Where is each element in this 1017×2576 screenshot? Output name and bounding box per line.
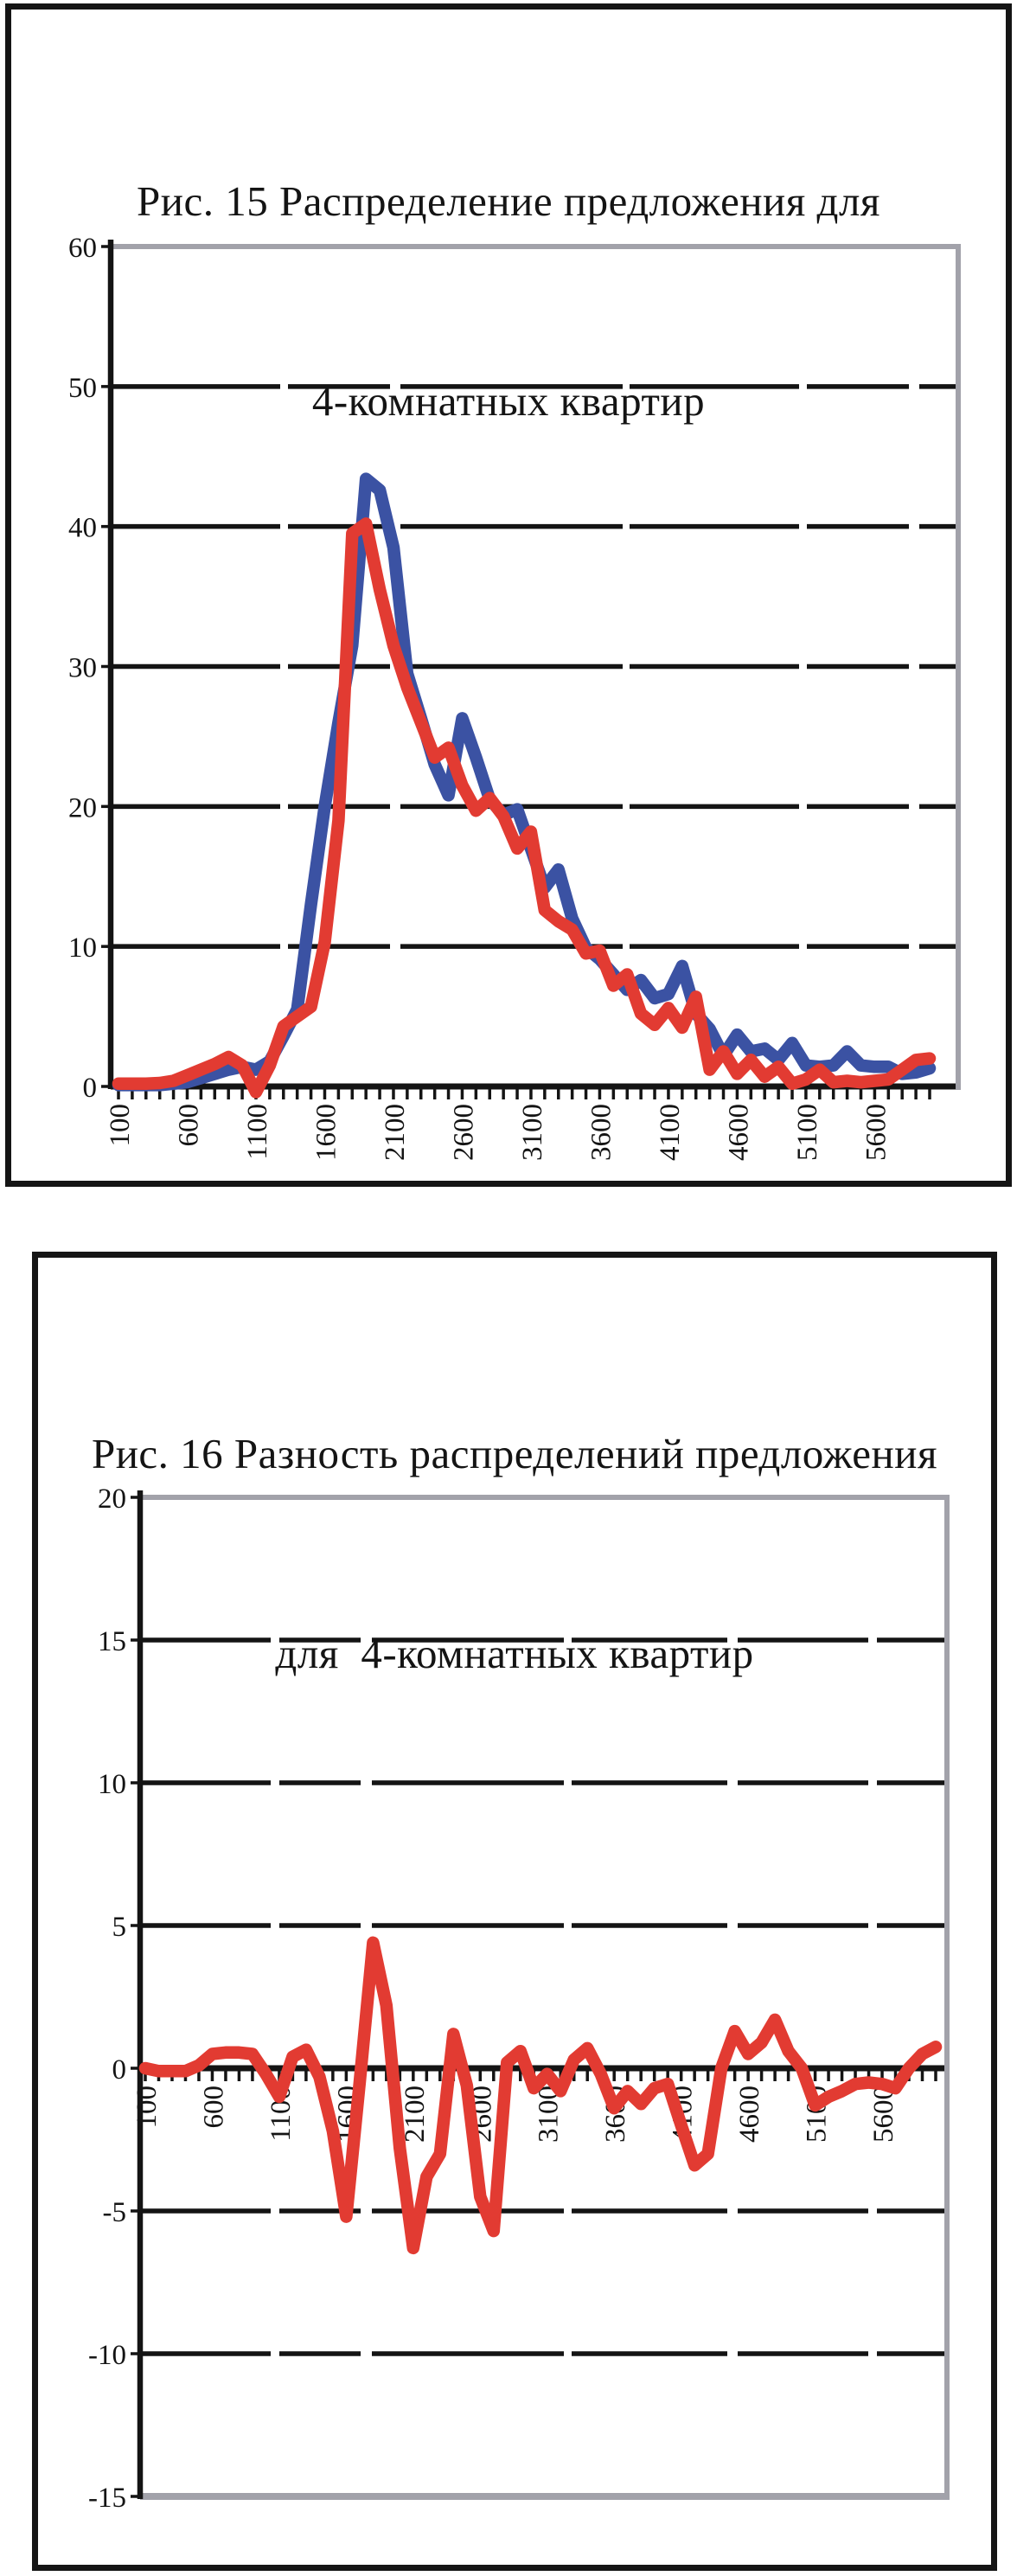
series-line-blue [118, 479, 930, 1086]
x-axis-tick-label: 5600 [860, 1104, 892, 1161]
x-axis-tick-label: 600 [173, 1104, 205, 1147]
x-axis-tick-label: 1600 [310, 1104, 342, 1161]
figure-16-title-line-2: для 4-комнатных квартир [275, 1630, 754, 1677]
x-axis-tick-label: 5100 [791, 1104, 823, 1161]
y-axis-tick-label: 0 [82, 1073, 97, 1104]
y-axis-tick-label: -5 [102, 2197, 126, 2228]
x-axis-tick-label: 3600 [600, 2086, 632, 2143]
x-axis-tick-label: 600 [198, 2086, 230, 2129]
x-axis-tick-label: 5600 [868, 2086, 900, 2143]
figure-16-title-line-1: Рис. 16 Разность распределений предложения [91, 1430, 938, 1477]
x-axis-tick-label: 2600 [448, 1104, 480, 1161]
x-axis-tick-label: 5100 [801, 2086, 833, 2143]
x-axis-tick-label: 1600 [332, 2086, 364, 2143]
x-axis-tick-label: 1100 [265, 2086, 297, 2142]
x-axis-tick-label: 4100 [654, 1104, 686, 1161]
y-axis-tick-label: 40 [68, 512, 97, 544]
x-axis-tick-label: 3100 [533, 2086, 565, 2143]
x-axis-tick-label: 3600 [585, 1104, 617, 1161]
y-axis-tick-label: 0 [112, 2054, 126, 2086]
x-axis-tick-label: 100 [105, 1104, 136, 1147]
figure-15-title-line-2: 4-комнатных квартир [311, 377, 706, 425]
y-axis-tick-label: 10 [98, 1769, 126, 1800]
y-axis-tick-label: 15 [98, 1626, 126, 1657]
x-axis-tick-label: 2100 [399, 2086, 431, 2143]
x-axis-tick-label: 4100 [667, 2086, 699, 2143]
x-axis-tick-label: 2600 [466, 2086, 498, 2143]
x-axis-tick-label: 4600 [734, 2086, 766, 2143]
y-axis-tick-label: 30 [68, 652, 97, 684]
y-axis-tick-label: 10 [68, 932, 97, 964]
y-axis-tick-label: 50 [68, 372, 97, 404]
x-axis-tick-label: 3100 [516, 1104, 548, 1161]
y-axis-tick-label: 20 [98, 1483, 126, 1515]
x-axis-tick-label: 1100 [241, 1104, 273, 1160]
y-axis-tick-label: 5 [112, 1912, 126, 1943]
figure-15-title-line-1: Рис. 15 Распределение предложения для [137, 177, 880, 225]
y-axis-tick-label: -10 [88, 2340, 126, 2371]
x-axis-tick-label: 4600 [723, 1104, 755, 1161]
y-axis-tick-label: 20 [68, 792, 97, 824]
x-axis-tick-label: 100 [131, 2086, 163, 2129]
y-axis-tick-label: -15 [88, 2483, 126, 2514]
x-axis-tick-label: 2100 [379, 1104, 411, 1161]
y-axis-tick-label: 60 [68, 233, 97, 264]
